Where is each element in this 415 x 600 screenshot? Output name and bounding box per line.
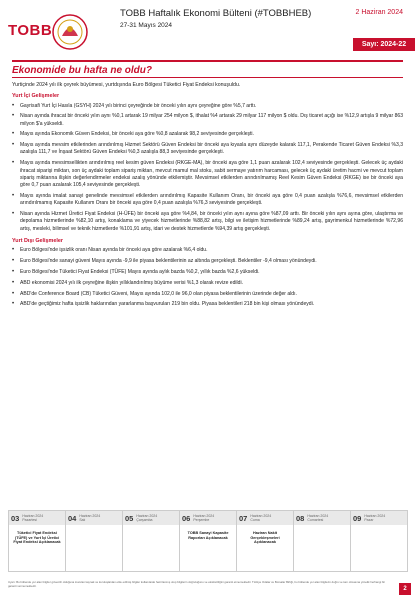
bullet-item <box>12 301 403 308</box>
calendar-day <box>351 511 407 571</box>
bullet-icon: • <box>12 113 15 120</box>
day-meta <box>79 514 100 522</box>
main-content <box>12 63 403 309</box>
day-month: Haziran 2024 <box>307 513 329 518</box>
day-event: Tüketici Fiyat Endeksi (TÜFE) ve Yurt İçi Üretici Fiyat Endeksi Açıklanacak <box>13 531 61 545</box>
bulletin-week: 27-31 Mayıs 2024 <box>120 22 173 29</box>
issue-badge: Sayı: 2024-22 <box>353 38 415 51</box>
day-weekday: Pazartesi <box>22 518 37 522</box>
bullet-icon: • <box>12 247 15 254</box>
day-number: 09 <box>353 513 362 523</box>
day-event: TOBB Sanayi Kapasite Raporları Açıklanacak <box>187 531 229 540</box>
bullet-text: Mayıs ayında Ekonomik Güven Endeksi, bir önceki aya göre %0,8 azalarak 98,2 seviyesinde gerçekleşti. <box>20 131 254 138</box>
calendar-day <box>66 511 123 571</box>
calendar-day-header <box>9 511 65 525</box>
day-meta <box>307 514 328 522</box>
bullet-item <box>12 280 403 287</box>
bullet-icon: • <box>12 279 15 286</box>
bullet-icon: • <box>12 258 15 265</box>
day-weekday: Çarşamba <box>136 518 153 522</box>
domestic-list <box>12 103 403 233</box>
bullet-item <box>12 131 403 138</box>
bullet-text: Euro Bölgesi'nde sanayi güveni Mayıs ayında -9,9 ile piyasa beklentilerinin az altında gerçekleşti. Beklentiler -9,4 olması yönündeydi. <box>20 258 317 265</box>
bullet-text: ABD'de geçtiğimiz hafta işsizlik haklarından yararlanma başvuruları 219 bin oldu. Piyasa beklentileri 218 bin kişi olması yönündeydi. <box>20 301 315 308</box>
day-weekday: Cuma <box>250 518 260 522</box>
bullet-item <box>12 269 403 276</box>
day-meta <box>136 514 157 522</box>
bullet-icon: • <box>12 301 15 308</box>
weekly-calendar <box>8 510 408 572</box>
bullet-item <box>12 211 403 233</box>
bullet-item <box>12 113 403 128</box>
page-header <box>0 0 415 62</box>
disclaimer: Uyarı: Bu bültende yer alan bilgiler güvenilir olduğuna inanılan kaynak ve kuruluşlardan elde edilmiş bilgiler kullanılarak hazırlanmış olup bilgilerin doğruluğunu ve eksiksizliğini garanti etmemektedir. Türkiye Odalar ve Borsalar Birliği, bu bültende yer alan bilgilerin doğru ve tam olmasına yönelik herhangi bir garanti vermemektedir. <box>8 580 386 588</box>
day-weekday: Perşembe <box>193 518 210 522</box>
bullet-icon: • <box>12 192 15 199</box>
day-number: 06 <box>182 513 191 523</box>
bullet-icon: • <box>12 269 15 276</box>
bullet-item <box>12 160 403 189</box>
bulletin-date: 2 Haziran 2024 <box>355 9 403 16</box>
bullet-icon: • <box>12 142 15 149</box>
day-month: Haziran 2024 <box>364 513 386 518</box>
day-event: Haziran Nakit Gerçekleşmeleri Açıklanacak <box>250 531 280 545</box>
calendar-day <box>180 511 237 571</box>
day-month: Haziran 2024 <box>250 513 272 518</box>
intro-text: Yurtiçinde 2024 yılı ilk çeyrek büyümesi, yurtdışında Euro Bölgesi Tüketici Fiyat Endeksi konuşuldu. <box>12 82 241 88</box>
header-divider <box>12 60 403 62</box>
bullet-item <box>12 258 403 265</box>
calendar-day-header <box>294 511 350 525</box>
tobb-emblem-icon <box>48 12 92 52</box>
day-month: Haziran 2024 <box>22 513 44 518</box>
bullet-text: Euro Bölgesi'nde Tüketici Fiyat Endeksi (TÜFE) Mayıs ayında aylık bazda %0,2, yıllık bazda %2,6 yükseldi. <box>20 269 260 276</box>
day-number: 03 <box>11 513 20 523</box>
bullet-text: Nisan ayında Hizmet Üretici Fiyat Endeksi (H-ÜFE) bir önceki aya göre %4,84, bir önceki yılın aynı ayına göre %87,09 arttı. Bir önceki yılın aynı ayına göre, ulaştırma ve depolama hizmetlerinde %82,10 artış, konaklama ve yiyecek hizmetlerinde %88,82 artış, bilgi ve iletişim hizmetlerinde %89,24 artış, gayrimenkul hizmetlerinde %72,96 artış, mesleki, bilimsel ve teknik hizmetlerde %101,91 artış, idari ve destek hizmetlerde %94,39 artış gerçekleşti. <box>20 211 403 232</box>
bullet-icon: • <box>12 131 15 138</box>
bullet-icon: • <box>12 160 15 167</box>
calendar-day <box>294 511 351 571</box>
domestic-heading: Yurt İçi Gelişmeler <box>12 93 60 99</box>
bullet-item <box>12 103 403 110</box>
day-number: 08 <box>296 513 305 523</box>
bullet-item <box>12 247 403 254</box>
bullet-text: Mayıs ayında imalat sanayi genelinde mevsimsel etkilerden arındırılmış Kapasite Kullanım Oranı, bir önceki aya göre 0,4 puan azalışla %76,6, mevsimsel etkilerden arındırılmamış Kapasite Kullanım Oranı bir önceki aya göre 0,4 puan azalışla %76,3 seviyesinde gerçekleşti. <box>20 192 403 207</box>
calendar-day-header <box>66 511 122 525</box>
day-meta <box>364 514 385 522</box>
day-month: Haziran 2024 <box>136 513 158 518</box>
heading-underline <box>12 77 403 78</box>
day-weekday: Pazar <box>364 518 374 522</box>
bullet-text: ABD'de Conference Board (CB) Tüketici Güveni, Mayıs ayında 102,0 ile 96,0 olan piyasa beklentilerinin üzerinde değer aldı. <box>20 290 297 297</box>
page-number: 2 <box>399 583 411 595</box>
bullet-icon: • <box>12 102 15 109</box>
calendar-day-header <box>123 511 179 525</box>
calendar-day-header <box>237 511 293 525</box>
calendar-day-header <box>351 511 407 525</box>
bullet-icon: • <box>12 211 15 218</box>
bullet-text: ABD ekonomisi 2024 yılı ilk çeyreğine ilişkin yıllıklandırılmış büyüme verisi %1,3 olarak revize edildi. <box>20 279 243 286</box>
bullet-icon: • <box>12 290 15 297</box>
calendar-day <box>237 511 294 571</box>
bullet-item <box>12 193 403 208</box>
day-month: Haziran 2024 <box>79 513 101 518</box>
day-weekday: Salı <box>79 518 86 522</box>
section-heading: Ekonomide bu hafta ne oldu? <box>12 65 152 76</box>
calendar-day-header <box>180 511 236 525</box>
logo-text: TOBB <box>8 22 53 39</box>
day-meta <box>22 514 43 522</box>
day-weekday: Cumartesi <box>307 518 324 522</box>
foreign-list <box>12 247 403 308</box>
bullet-item <box>12 142 403 157</box>
day-meta <box>193 514 214 522</box>
bullet-item <box>12 291 403 298</box>
day-number: 04 <box>68 513 77 523</box>
bullet-text: Gayrisafi Yurt İçi Hasıla (GSYH) 2024 yılı birinci çeyreğinde bir önceki yılın aynı çeyreğine göre %5,7 arttı. <box>20 102 257 109</box>
day-meta <box>250 514 271 522</box>
bullet-text: Mayıs ayında mevsimsellikten arındırılmış reel kesim güven Endeksi (RKGE-MA), bir önceki aya göre 1,1 puan azalarak 102,4 seviyesinde gerçekleşti. Gelecek üç aydaki ihracat siparişi miktarı, son üç aydaki toplam sipariş miktarı, mevcut mamul mal stoku, sabit sermaye yatırım harcaması, gelecek üç aydaki üretim hacmi ve mevcut toplam sipariş miktarına ilişkin değerlendirmeler endeksi azalış yönünde etkilemiştir. Mevsimsel etkilerden arındırılmamış Reel Kesim Güven Endeksi (RKGE) ise bir önceki aya göre 0,7 puan azalarak 105,4 seviyesinde gerçekleşti. <box>20 160 403 189</box>
foreign-heading: Yurt Dışı Gelişmeler <box>12 237 63 244</box>
day-month: Haziran 2024 <box>193 513 215 518</box>
day-number: 07 <box>239 513 248 523</box>
bulletin-title: TOBB Haftalık Ekonomi Bülteni (#TOBBHEB) <box>120 8 312 19</box>
bullet-text: Nisan ayında ihracat bir önceki yılın aynı %0,1 artarak 19 milyar 254 milyon $, ithalat %4 artarak 29 milyar 117 milyon $ oldu. Dış ticaret açığı ise %12,9 artışla 9 milyar 863 milyon $'a yükseldi. <box>20 113 403 127</box>
day-number: 05 <box>125 513 134 523</box>
bullet-text: Euro Bölgesi'nde işsizlik oranı Nisan ayında bir önceki aya göre azalarak %6,4 oldu. <box>20 247 208 254</box>
calendar-day <box>9 511 66 571</box>
tobb-logo <box>8 12 90 52</box>
calendar-day <box>123 511 180 571</box>
bullet-text: Mayıs ayında mevsim etkilerinden arındırılmış Hizmet Sektörü Güven Endeksi bir önceki aya kıyasla aynı düzeyde kalarak 117,1, Perakende Ticaret Güven Endeksi %3,3 azalışla 111,7 ve İnşaat Sektörü Güven Endeksi %0,3 azalışla 88,3 seviyesinde gerçekleşti. <box>20 142 403 156</box>
